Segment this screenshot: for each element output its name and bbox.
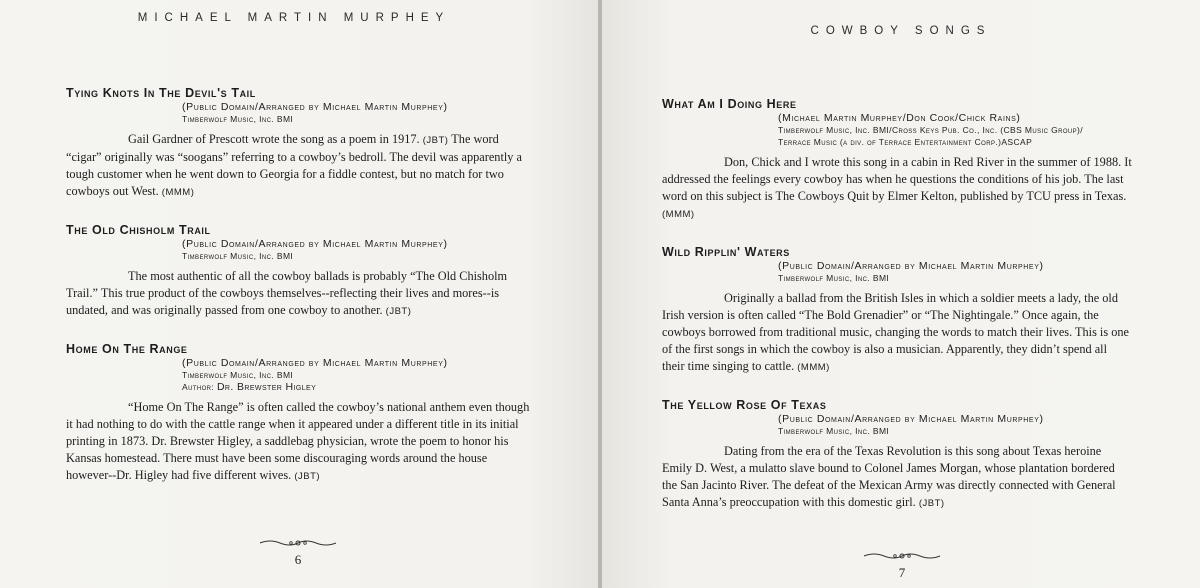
- song-description: [66, 268, 536, 320]
- right-page: [602, 0, 1200, 588]
- right-page-content: [662, 97, 1132, 534]
- song-title: Wild Ripplin' Waters: [662, 245, 790, 259]
- song-title: What Am I Doing Here: [662, 97, 797, 111]
- description-text: Originally a ballad from the British Isles in which a soldier meets a lady, the old Irish version is often called “The Bold Grenadier” or “The Nightingale.” Once again, the cowboys borrowed from traditional music, changing the words to match their lives. This is one of the first songs in which the cowboy is also a musician. Apparently, they didn’t spend all their time singing to cattle.: [662, 291, 1129, 373]
- song-publisher: Timberwolf Music, Inc. BMI: [778, 273, 890, 283]
- running-head-title: COWBOY SONGS: [810, 25, 992, 37]
- left-page: [0, 0, 598, 588]
- song-entry: [66, 86, 536, 201]
- page-number: 7: [898, 565, 906, 580]
- song-entry: [662, 398, 1132, 512]
- song-publisher: Timberwolf Music, Inc. BMI: [182, 251, 294, 261]
- song-description: [66, 131, 536, 201]
- page-number: 6: [294, 552, 302, 567]
- author-initials: (JBT): [294, 471, 321, 482]
- description-text: The most authentic of all the cowboy ballads is probably “The Old Chisholm Trail.” This true product of the cowboys themselves--reflecting their lives and mores--is undated, and was originally passed from one cowboy to another.: [66, 269, 508, 317]
- description-text: “Home On The Range” is often called the cowboy’s national anthem even though it had nothing to do with the cattle range when it appeared under a different title in its initial printing in 1873. Dr. Brewster Higley, a saddlebag physician, wrote the poem to honor his Kansas homestead. There must have been some discouraging words around the house however--Dr. Higley had five different wives.: [66, 400, 530, 482]
- author-initials: (MMM): [161, 187, 195, 198]
- song-publisher: Timberwolf Music, Inc. BMI: [182, 370, 294, 380]
- author-initials: (JBT): [918, 498, 945, 509]
- song-description: [662, 290, 1132, 376]
- song-entry: [662, 97, 1132, 223]
- song-entry: [662, 245, 1132, 376]
- author-label: Author:: [182, 382, 215, 392]
- song-publisher: Timberwolf Music, Inc. BMI: [778, 426, 890, 436]
- flourish-ornament-icon: [862, 551, 942, 561]
- song-entry: [66, 223, 536, 320]
- song-author: [66, 381, 536, 393]
- left-page-content: [66, 86, 536, 507]
- song-publisher: Timberwolf Music, Inc. BMI: [182, 114, 294, 124]
- song-credit: (Public Domain/Arranged by Michael Martin Murphey): [182, 101, 448, 113]
- song-credit: (Public Domain/Arranged by Michael Martin Murphey): [778, 260, 1044, 272]
- description-text: Don, Chick and I wrote this song in a cabin in Red River in the summer of 1988. It addressed the feelings every cowboy has when he questions the conditions of his job. The last word on this subject is The Cowboys Quit by Elmer Kelton, published by TCU press in Texas.: [662, 155, 1132, 203]
- song-description: [662, 443, 1132, 512]
- song-description: [66, 399, 536, 485]
- song-title: The Old Chisholm Trail: [66, 223, 211, 237]
- song-title: Home On The Range: [66, 342, 188, 356]
- song-credit: (Public Domain/Arranged by Michael Martin Murphey): [182, 357, 448, 369]
- song-title: The Yellow Rose Of Texas: [662, 398, 827, 412]
- song-credit: (Michael Martin Murphey/Don Cook/Chick Rains): [778, 112, 1021, 124]
- description-text: Gail Gardner of Prescott wrote the song as a poem in 1917.: [128, 132, 420, 146]
- song-credit: (Public Domain/Arranged by Michael Martin Murphey): [778, 413, 1044, 425]
- author-initials: (MMM): [797, 362, 830, 373]
- song-entry: [66, 342, 536, 485]
- description-text: Dating from the era of the Texas Revolution is this song about Texas heroine Emily D. West, a mulatto slave bound to Colonel James Morgan, whose plantation bordered the San Jacinto River. The defeat of the Mexican Army was directly connected with General Santa Anna’s preoccupation with this domestic girl.: [662, 444, 1116, 509]
- author-initials: (JBT): [422, 135, 449, 146]
- song-publisher: Timberwolf Music, Inc. BMI/Cross Keys Pub. Co., Inc. (CBS Music Group)/: [778, 125, 1084, 135]
- song-description: [662, 154, 1132, 223]
- flourish-ornament-icon: [258, 538, 338, 548]
- song-publisher: Terrace Music (a div. of Terrace Entertainment Corp.)ASCAP: [778, 137, 1033, 147]
- author-initials: (MMM): [662, 209, 695, 220]
- song-credit: (Public Domain/Arranged by Michael Martin Murphey): [182, 238, 448, 250]
- running-head-artist: MICHAEL MARTIN MURPHEY: [137, 12, 451, 24]
- author-name: Dr. Brewster Higley: [216, 381, 317, 393]
- description-text: The word “cigar” originally was “soogans” referring to a cowboy’s bedroll. The devil was apparently a tough customer when he went down to Georgia for a fiddle contest, but no match for two cowboys out West.: [66, 132, 522, 198]
- author-initials: (JBT): [385, 306, 412, 317]
- song-title: Tying Knots In The Devil's Tail: [66, 86, 256, 100]
